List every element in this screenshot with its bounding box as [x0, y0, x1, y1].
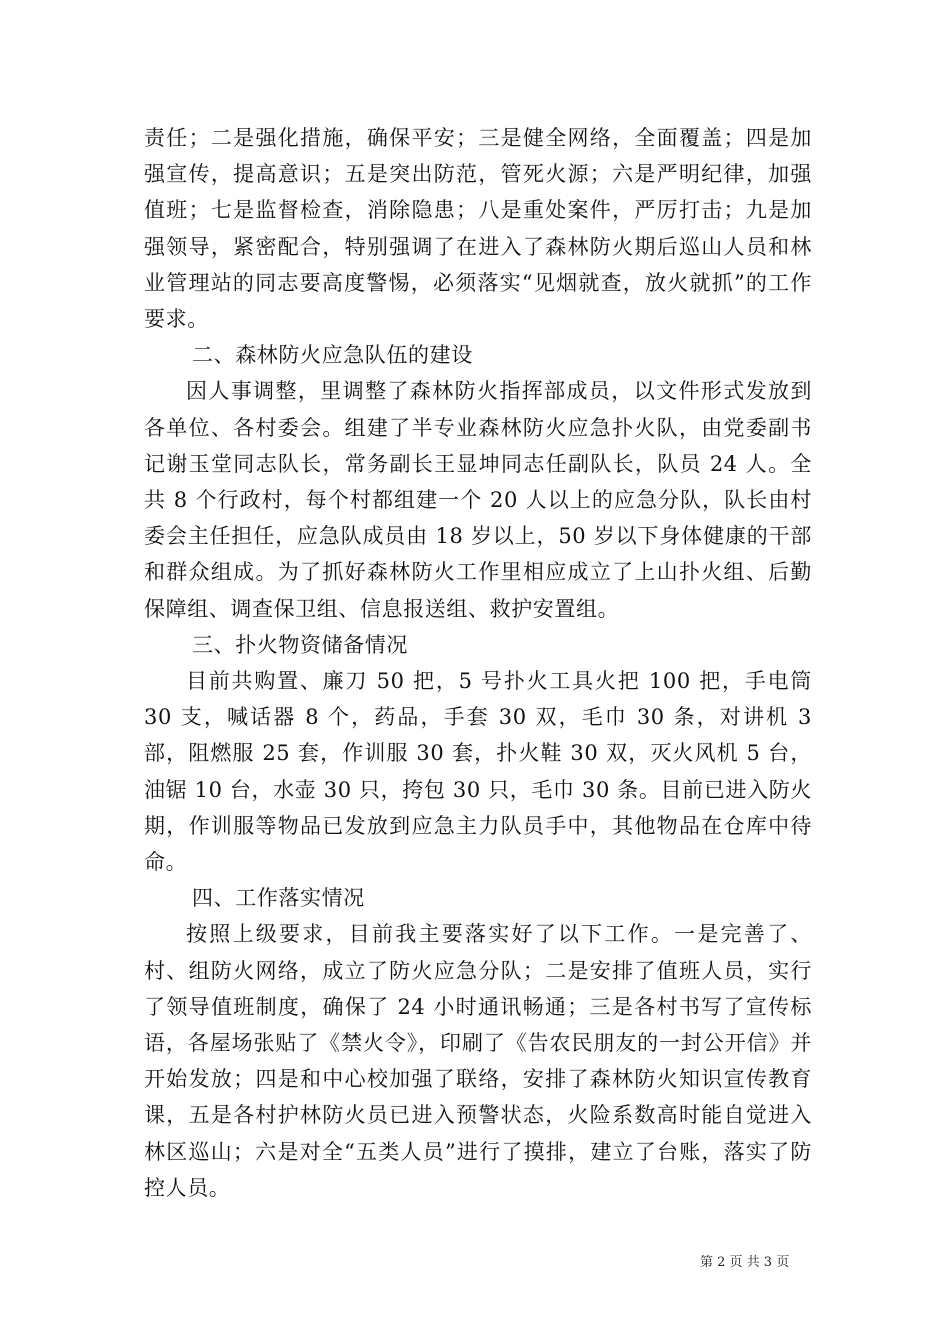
paragraph-responsibilities: 责任；二是强化措施，确保平安；三是健全网络，全面覆盖；四是加强宣传，提高意识；五是突出防范，管死火源；六是严明纪律，加强值班；七是监督检查，消除隐患；八是重处案件，严厉打击；九是加强领导，紧密配合，特别强调了在进入了森林防火期后巡山人员和林业管理站的同志要高度警惕，必须落实“见烟就查，放火就抓”的工作要求。 — [144, 126, 812, 332]
paragraph-supplies: 目前共购置、廉刀 50 把，5 号扑火工具火把 100 把，手电筒 30 支，喊话器 8 个，药品，手套 30 双，毛巾 30 条，对讲机 3 部，阻燃服 25 套，作训服 30 套，扑火鞋 30 双，灭火风机 5 台，油锯 10 台，水壶 30 只，挎包 30 只，毛巾 30 条。目前已进入防火期，作训服等物品已发放到应急主力队员手中，其他物品在仓库中待命。 — [144, 669, 812, 875]
document-body — [144, 120, 812, 1206]
paragraph-emergency-team: 因人事调整，里调整了森林防火指挥部成员，以文件形式发放到各单位、各村委会。组建了半专业森林防火应急扑火队，由党委副书记谢玉堂同志队长，常务副长王显坤同志任副队长，队员 24 人。全共 8 个行政村，每个村都组建一个 20 人以上的应急分队，队长由村委会主任担任，应急队成员由 18 岁以上，50 岁以下身体健康的干部和群众组成。为了抓好森林防火工作里相应成立了上山扑火组、后勤保障组、调查保卫组、信息报送组、救护安置组。 — [144, 379, 812, 621]
page-number-footer: 第 2 页 共 3 页 — [700, 1255, 790, 1270]
section-heading-supplies: 三、扑火物资储备情况 — [192, 632, 408, 657]
section-heading-emergency-team: 二、森林防火应急队伍的建设 — [192, 343, 473, 368]
paragraph-implementation: 按照上级要求，目前我主要落实好了以下工作。一是完善了、村、组防火网络，成立了防火应急分队；二是安排了值班人员，实行了领导值班制度，确保了 24 小时通讯畅通；三是各村书写了宣传标语，各屋场张贴了《禁火令》，印刷了《告农民朋友的一封公开信》并开始发放；四是和中心校加强了联络，安排了森林防火知识宣传教育课，五是各村护林防火员已进入预警状态，火险系数高时能自觉进入林区巡山；六是对全“五类人员”进行了摸排，建立了台账，落实了防控人员。 — [144, 922, 812, 1200]
section-heading-implementation: 四、工作落实情况 — [192, 886, 365, 911]
